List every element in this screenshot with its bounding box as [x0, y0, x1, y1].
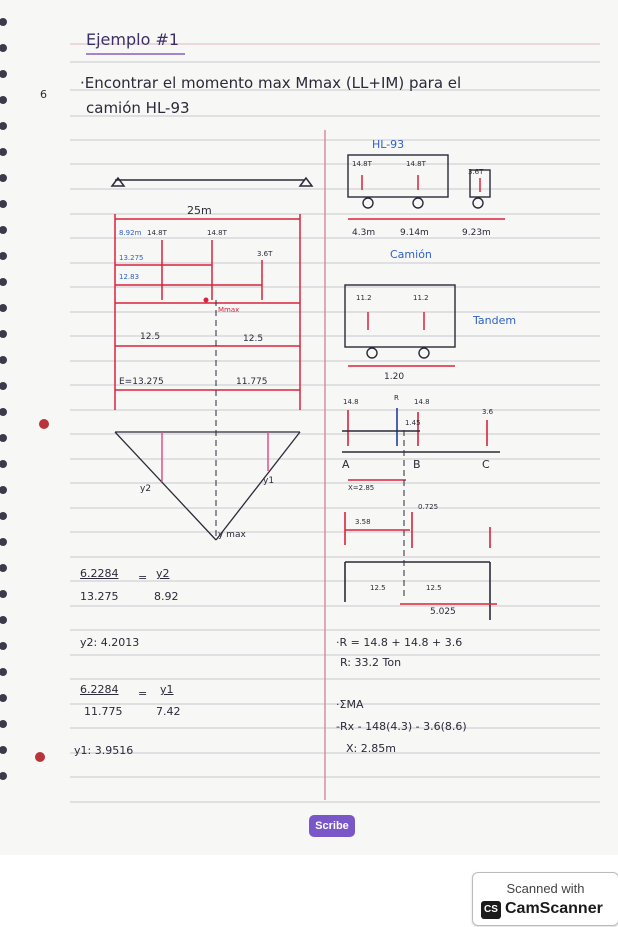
truck-dim-1: 4.3m [352, 228, 376, 238]
tandem-load-1: 11.2 [356, 294, 372, 302]
problem-line-2: camión HL-93 [86, 99, 190, 117]
beam-load-3: 3.6 [482, 408, 494, 416]
truck-label: Camión [390, 248, 432, 261]
beam-loads [342, 408, 500, 480]
half-right: 12.5 [243, 334, 264, 344]
calc-moment-title: ·ΣMA [336, 698, 364, 711]
camscanner-logo-icon: CS [481, 901, 501, 919]
dim-e: E=13.275 [119, 377, 164, 387]
span-label: 25m [187, 204, 212, 217]
eq2-num-right: y1 [160, 683, 174, 696]
badge-line-1: Scanned with [506, 881, 585, 896]
problem-number: 6 [40, 88, 47, 101]
eq1-num-left: 6.2284 [80, 567, 119, 580]
beam-small: 1.45 [405, 419, 421, 427]
y1-result: y1: 3.9516 [74, 744, 134, 757]
scribe-watermark: Scribe [309, 815, 355, 837]
camscanner-badge [472, 872, 618, 926]
y1-label: y1 [263, 476, 275, 486]
eq2-den-left: 11.775 [84, 705, 123, 718]
truck-load-1: 14.8T [352, 160, 372, 168]
truck-title: HL-93 [372, 138, 405, 151]
offset-dim: 0.725 [418, 503, 439, 511]
mmax-label: Mmax [218, 306, 240, 314]
calc-r-result: R: 33.2 Ton [340, 656, 402, 669]
beam-load-r: R [394, 394, 399, 402]
tandem-load-2: 11.2 [413, 294, 429, 302]
y2-label: y2 [140, 484, 152, 494]
beam-sketch [112, 178, 312, 186]
calc-moment-eq: -Rx - 148(4.3) - 3.6(8.6) [336, 720, 467, 733]
binder-rings [0, 18, 7, 780]
hole-punch-2 [35, 752, 45, 762]
truck-load-3: 3.6T [468, 168, 484, 176]
y2-result: y2: 4.2013 [80, 636, 140, 649]
point-a: A [342, 458, 350, 471]
dim-right: 11.775 [236, 377, 268, 387]
eq2-den-right: 7.42 [156, 705, 181, 718]
dim-d1: 8.92m [119, 229, 142, 237]
second-arrangement [345, 512, 497, 620]
hole-punch [39, 419, 49, 429]
beam-load-1: 14.8 [343, 398, 359, 406]
half-left: 12.5 [140, 332, 161, 342]
load-p2: 14.8T [207, 229, 227, 237]
page-title: Ejemplo #1 [86, 30, 180, 49]
half-right-2: 12.5 [426, 584, 442, 592]
x-dim: X=2.85 [348, 484, 375, 492]
badge-line-2: CamScanner [505, 900, 603, 917]
eq2-num-left: 6.2284 [80, 683, 119, 696]
dim-5025: 5.025 [430, 607, 456, 617]
dim-d2: 13.275 [119, 254, 144, 262]
tandem-label: Tandem [473, 314, 517, 327]
load-p3: 3.6T [257, 250, 273, 258]
calc-x-result: X: 2.85m [346, 742, 396, 755]
half-right-1: 12.5 [370, 584, 386, 592]
tandem-dim: 1.20 [384, 372, 405, 382]
problem-line-1: ·Encontrar el momento max Mmax (LL+IM) para el [80, 74, 462, 92]
eq1-den-right: 8.92 [154, 590, 179, 603]
eq1-num-right: y2 [156, 567, 170, 580]
dim-358: 3.58 [355, 518, 371, 526]
beam-load-2: 14.8 [414, 398, 430, 406]
calc-r-sum: ·R = 14.8 + 14.8 + 3.6 [336, 636, 463, 649]
dim-d3: 12.83 [119, 273, 140, 281]
ymax-label: y max [218, 530, 246, 540]
point-b: B [413, 458, 421, 471]
truck-load-2: 14.8T [406, 160, 426, 168]
truck-dim-2: 9.14m [400, 228, 429, 238]
point-c: C [482, 458, 490, 471]
load-p1: 14.8T [147, 229, 167, 237]
eq1-den-left: 13.275 [80, 590, 119, 603]
truck-dim-3: 9.23m [462, 228, 491, 238]
